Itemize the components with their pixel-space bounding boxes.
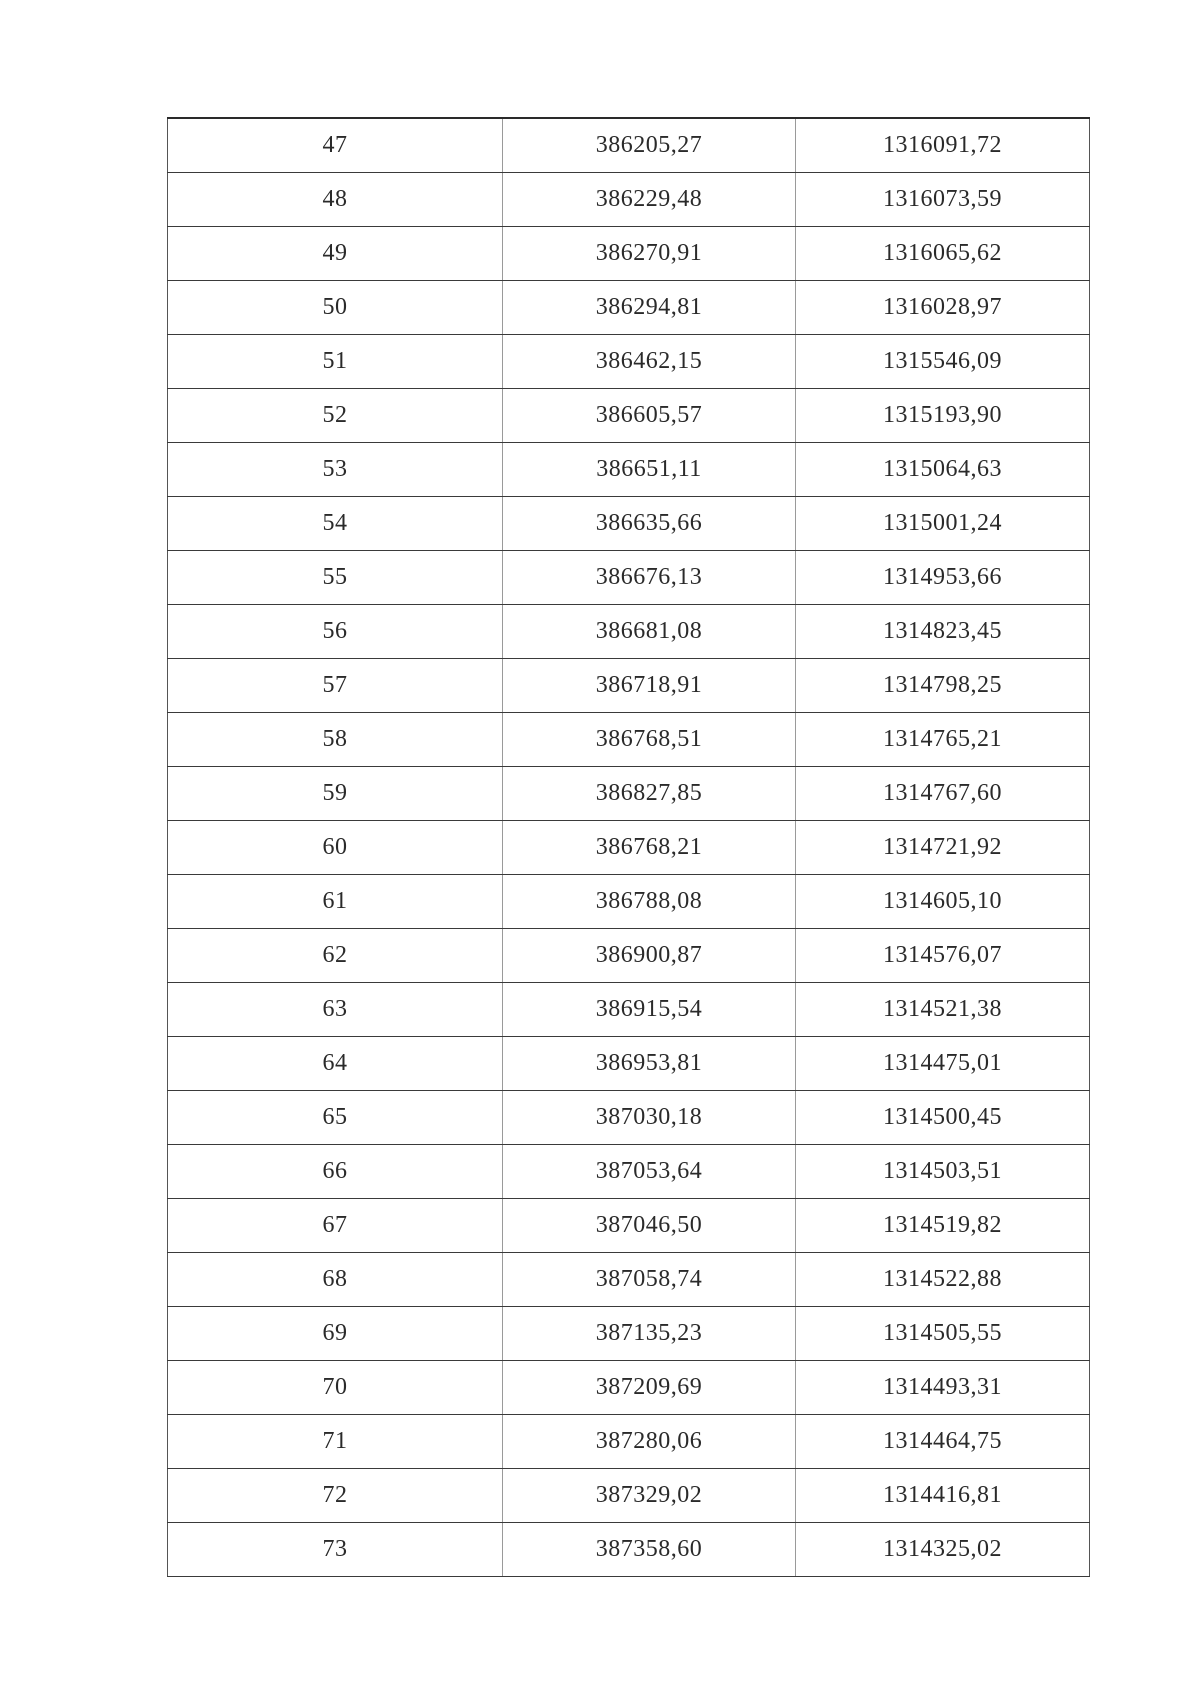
point-number-cell: 69 [168, 1307, 503, 1361]
y-coordinate-cell: 1314721,92 [796, 821, 1090, 875]
point-number-cell: 66 [168, 1145, 503, 1199]
point-number-cell: 63 [168, 983, 503, 1037]
y-coordinate-cell: 1314503,51 [796, 1145, 1090, 1199]
table-row [168, 1199, 1090, 1253]
point-number-cell: 55 [168, 551, 503, 605]
y-coordinate-cell: 1316073,59 [796, 173, 1090, 227]
y-coordinate-cell: 1314605,10 [796, 875, 1090, 929]
x-coordinate-cell: 387058,74 [503, 1253, 796, 1307]
x-coordinate-cell: 386788,08 [503, 875, 796, 929]
coordinates-table-body [168, 118, 1090, 1577]
y-coordinate-cell: 1314493,31 [796, 1361, 1090, 1415]
point-number-cell: 59 [168, 767, 503, 821]
y-coordinate-cell: 1314464,75 [796, 1415, 1090, 1469]
table-row [168, 875, 1090, 929]
x-coordinate-cell: 386270,91 [503, 227, 796, 281]
y-coordinate-cell: 1314823,45 [796, 605, 1090, 659]
point-number-cell: 47 [168, 118, 503, 173]
table-row [168, 497, 1090, 551]
point-number-cell: 65 [168, 1091, 503, 1145]
x-coordinate-cell: 387135,23 [503, 1307, 796, 1361]
y-coordinate-cell: 1314519,82 [796, 1199, 1090, 1253]
point-number-cell: 68 [168, 1253, 503, 1307]
y-coordinate-cell: 1314522,88 [796, 1253, 1090, 1307]
point-number-cell: 61 [168, 875, 503, 929]
y-coordinate-cell: 1314765,21 [796, 713, 1090, 767]
x-coordinate-cell: 386605,57 [503, 389, 796, 443]
table-row [168, 929, 1090, 983]
x-coordinate-cell: 386953,81 [503, 1037, 796, 1091]
x-coordinate-cell: 387280,06 [503, 1415, 796, 1469]
table-row [168, 983, 1090, 1037]
table-row [168, 389, 1090, 443]
y-coordinate-cell: 1315064,63 [796, 443, 1090, 497]
x-coordinate-cell: 387046,50 [503, 1199, 796, 1253]
point-number-cell: 53 [168, 443, 503, 497]
x-coordinate-cell: 387030,18 [503, 1091, 796, 1145]
table-row [168, 1523, 1090, 1577]
table-row [168, 118, 1090, 173]
point-number-cell: 50 [168, 281, 503, 335]
point-number-cell: 49 [168, 227, 503, 281]
table-row [168, 227, 1090, 281]
table-row [168, 659, 1090, 713]
table-row [168, 1361, 1090, 1415]
point-number-cell: 60 [168, 821, 503, 875]
table-row [168, 767, 1090, 821]
x-coordinate-cell: 386462,15 [503, 335, 796, 389]
y-coordinate-cell: 1314953,66 [796, 551, 1090, 605]
table-row [168, 1037, 1090, 1091]
y-coordinate-cell: 1314500,45 [796, 1091, 1090, 1145]
point-number-cell: 71 [168, 1415, 503, 1469]
y-coordinate-cell: 1316091,72 [796, 118, 1090, 173]
y-coordinate-cell: 1314521,38 [796, 983, 1090, 1037]
table-row [168, 1091, 1090, 1145]
table-row [168, 713, 1090, 767]
x-coordinate-cell: 386827,85 [503, 767, 796, 821]
table-row [168, 551, 1090, 605]
table-row [168, 173, 1090, 227]
x-coordinate-cell: 386635,66 [503, 497, 796, 551]
x-coordinate-cell: 386718,91 [503, 659, 796, 713]
point-number-cell: 51 [168, 335, 503, 389]
y-coordinate-cell: 1316028,97 [796, 281, 1090, 335]
y-coordinate-cell: 1316065,62 [796, 227, 1090, 281]
table-row [168, 1415, 1090, 1469]
table-row [168, 1253, 1090, 1307]
x-coordinate-cell: 386900,87 [503, 929, 796, 983]
table-row [168, 605, 1090, 659]
point-number-cell: 54 [168, 497, 503, 551]
x-coordinate-cell: 386229,48 [503, 173, 796, 227]
y-coordinate-cell: 1314767,60 [796, 767, 1090, 821]
table-row [168, 443, 1090, 497]
x-coordinate-cell: 386681,08 [503, 605, 796, 659]
table-row [168, 1145, 1090, 1199]
table-row [168, 821, 1090, 875]
x-coordinate-cell: 387329,02 [503, 1469, 796, 1523]
point-number-cell: 73 [168, 1523, 503, 1577]
y-coordinate-cell: 1314475,01 [796, 1037, 1090, 1091]
y-coordinate-cell: 1315193,90 [796, 389, 1090, 443]
point-number-cell: 70 [168, 1361, 503, 1415]
point-number-cell: 48 [168, 173, 503, 227]
y-coordinate-cell: 1314325,02 [796, 1523, 1090, 1577]
y-coordinate-cell: 1314416,81 [796, 1469, 1090, 1523]
x-coordinate-cell: 386915,54 [503, 983, 796, 1037]
x-coordinate-cell: 386205,27 [503, 118, 796, 173]
point-number-cell: 67 [168, 1199, 503, 1253]
point-number-cell: 64 [168, 1037, 503, 1091]
y-coordinate-cell: 1314505,55 [796, 1307, 1090, 1361]
table-row [168, 281, 1090, 335]
table-row [168, 1469, 1090, 1523]
point-number-cell: 52 [168, 389, 503, 443]
point-number-cell: 57 [168, 659, 503, 713]
point-number-cell: 62 [168, 929, 503, 983]
y-coordinate-cell: 1315001,24 [796, 497, 1090, 551]
x-coordinate-cell: 386294,81 [503, 281, 796, 335]
x-coordinate-cell: 386651,11 [503, 443, 796, 497]
x-coordinate-cell: 386768,51 [503, 713, 796, 767]
point-number-cell: 58 [168, 713, 503, 767]
y-coordinate-cell: 1314576,07 [796, 929, 1090, 983]
y-coordinate-cell: 1315546,09 [796, 335, 1090, 389]
table-row [168, 1307, 1090, 1361]
x-coordinate-cell: 387209,69 [503, 1361, 796, 1415]
x-coordinate-cell: 387053,64 [503, 1145, 796, 1199]
y-coordinate-cell: 1314798,25 [796, 659, 1090, 713]
table-row [168, 335, 1090, 389]
point-number-cell: 56 [168, 605, 503, 659]
x-coordinate-cell: 386768,21 [503, 821, 796, 875]
x-coordinate-cell: 387358,60 [503, 1523, 796, 1577]
coordinates-table [167, 117, 1090, 1577]
x-coordinate-cell: 386676,13 [503, 551, 796, 605]
point-number-cell: 72 [168, 1469, 503, 1523]
